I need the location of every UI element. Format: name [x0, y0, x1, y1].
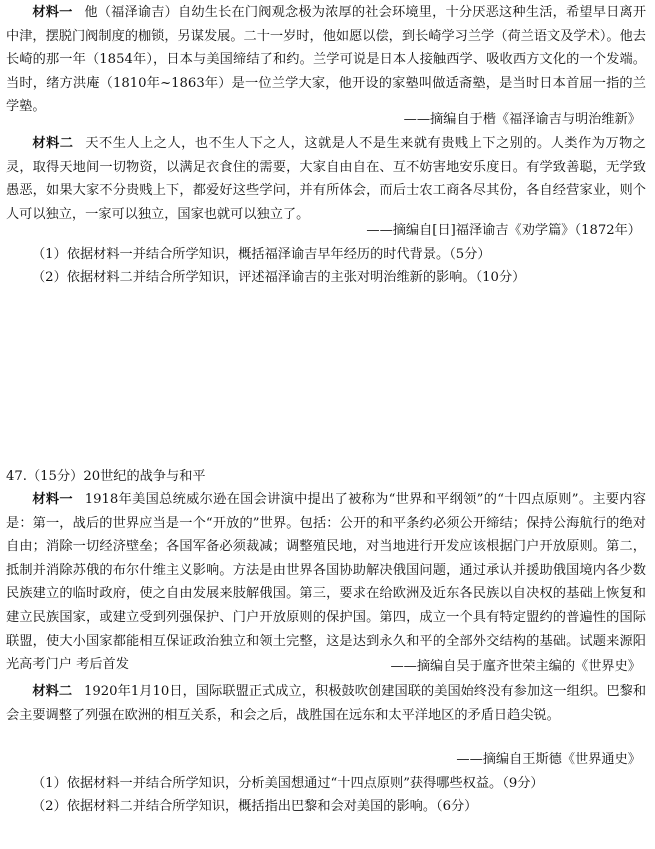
- material-label: 材料二: [32, 136, 74, 151]
- material-label: 材料一: [32, 492, 73, 507]
- q47-material-1-source: ——摘编自吴于廑齐世荣主编的《世界史》: [390, 659, 641, 674]
- q46-material-2: [6, 132, 646, 226]
- q47-question-2: （2）依据材料二并结合所学知识，概括指出巴黎和会对美国的影响。（6分）: [32, 799, 478, 814]
- q47-heading: 47.（15分）20世纪的战争与和平: [6, 469, 206, 484]
- q47-material-2-source: ——摘编自王斯德《世界通史》: [456, 752, 641, 767]
- q47-material-1: [6, 488, 646, 677]
- q46-material-2-source: ——摘编自[日]福泽谕吉《劝学篇》（1872年）: [366, 223, 641, 238]
- q47-question-1: （1）依据材料一并结合所学知识，分析美国想通过“十四点原则”获得哪些权益。（9分）: [32, 776, 544, 791]
- q46-question-1: （1）依据材料一并结合所学知识，概括福泽谕吉早年经历的时代背景。（5分）: [32, 247, 491, 262]
- q46-material-1: [6, 1, 646, 119]
- material-label: 材料一: [32, 5, 73, 20]
- material-text: 1920年1月10日，国际联盟正式成立，积极鼓吹创建国联的美国始终没有参加这一组织。巴黎和会主要调整了列强在欧洲的相互关系，和会之后，战胜国在远东和太平洋地区的矛盾日趋尖锐。: [6, 684, 647, 723]
- q46-material-1-source: ——摘编自于楷《福泽谕吉与明治维新》: [403, 112, 641, 127]
- material-text: 天不生人上之人，也不生人下之人，这就是人不是生来就有贵贱上下之别的。人类作为万物之灵，取得天地间一切物资，以满足衣食住的需要，大家自由自在、互不妨害地安乐度日。有学致善聪，无学致愚恶，如果大家不分贵贱上下，都爱好这些学问，并有所体会，而后士农工商各尽其份，各自经营家业，则个人可以独立，一家可以独立，国家也就可以独立了。: [6, 136, 646, 222]
- material-label: 材料二: [32, 684, 73, 699]
- q46-question-2: （2）依据材料二并结合所学知识，评述福泽谕吉的主张对明治维新的影响。（10分）: [32, 270, 526, 285]
- q47-material-2: [6, 680, 646, 727]
- material-text: 他（福泽谕吉）自幼生长在门阀观念极为浓厚的社会环境里，十分厌恶这种生活，希望早日离开中津，摆脱门阀制度的枷锁，另谋发展。二十一岁时，他如愿以偿，到长崎学习兰学（荷兰语文及学术）。他去长崎的那一年（1854年），日本与美国缔结了和约。兰学可说是日本人接触西学、吸收西方文化的一个发端。当时，绪方洪庵（1810年~1863年）是一位兰学大家，他开设的家塾叫做适斋塾，是当时日本首屈一指的兰学塾。: [6, 5, 647, 115]
- material-text: 1918年美国总统威尔逊在国会讲演中提出了被称为“世界和平纲领”的“十四点原则”。主要内容是：第一，战后的世界应当是一个“开放的”世界。包括：公开的和平条约必须公开缔结；保持公海航行的绝对自由；消除一切经济壁垒；各国军备必须裁减；调整殖民地，对当地进行开发应该根据门户开放原则。第二，抵制并消除苏俄的布尔什维主义影响。方法是由世界各国协助解决俄国问题，通过承认并援助俄国境内各少数民族建立的临时政府，使之自由发展来肢解俄国。第三，要求在给欧洲及近东各民族以自决权的基础上恢复和建立民族国家，或建立受到列强保护、门户开放原则的保护国。第四，成立一个具有特定盟约的普遍性的国际联盟，使大小国家都能相互保证政治独立和领土完整，这是达到永久和平的全部外交结构的基础。试题来源阳光高考门户 考后首发: [6, 492, 646, 673]
